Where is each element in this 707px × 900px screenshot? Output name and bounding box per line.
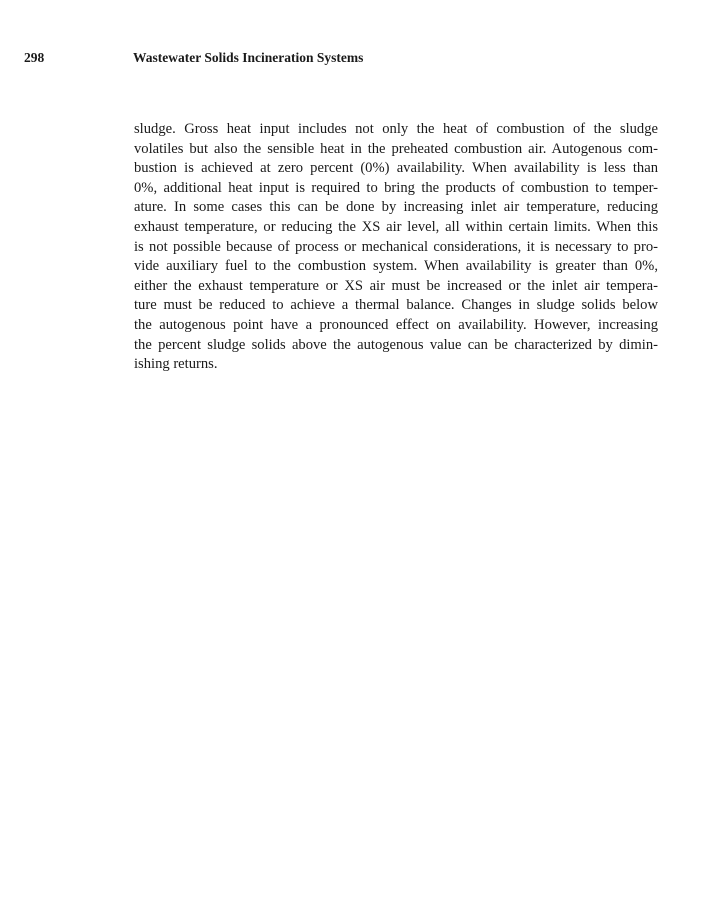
paragraph-line: the percent sludge solids above the autogenous value can be characterized by dimin- <box>134 336 658 353</box>
paragraph-line: ature. In some cases this can be done by increasing inlet air temperature, reducing <box>134 199 658 216</box>
body-paragraph <box>134 120 658 375</box>
paragraph-line: vide auxiliary fuel to the combustion system. When availability is greater than 0%, <box>134 258 658 275</box>
paragraph-line: volatiles but also the sensible heat in the preheated combustion air. Autogenous com- <box>134 140 658 157</box>
paragraph-line: ishing returns. <box>134 356 218 373</box>
paragraph-line: 0%, additional heat input is required to bring the products of combustion to temper- <box>134 179 658 196</box>
paragraph-line: is not possible because of process or mechanical considerations, it is necessary to pro- <box>134 238 658 255</box>
paragraph-line: the autogenous point have a pronounced effect on availability. However, increasing <box>134 316 658 333</box>
paragraph-line: either the exhaust temperature or XS air must be increased or the inlet air tempera- <box>134 277 658 294</box>
running-head <box>24 48 664 68</box>
paragraph-line: sludge. Gross heat input includes not only the heat of combustion of the sludge <box>134 121 658 137</box>
page-number: 298 <box>24 50 45 65</box>
running-title: Wastewater Solids Incineration Systems <box>133 50 364 65</box>
paragraph-line: exhaust temperature, or reducing the XS air level, all within certain limits. When this <box>134 218 658 235</box>
paragraph-line: ture must be reduced to achieve a thermal balance. Changes in sludge solids below <box>134 297 658 314</box>
paragraph-line: bustion is achieved at zero percent (0%) availability. When availability is less than <box>134 160 658 177</box>
